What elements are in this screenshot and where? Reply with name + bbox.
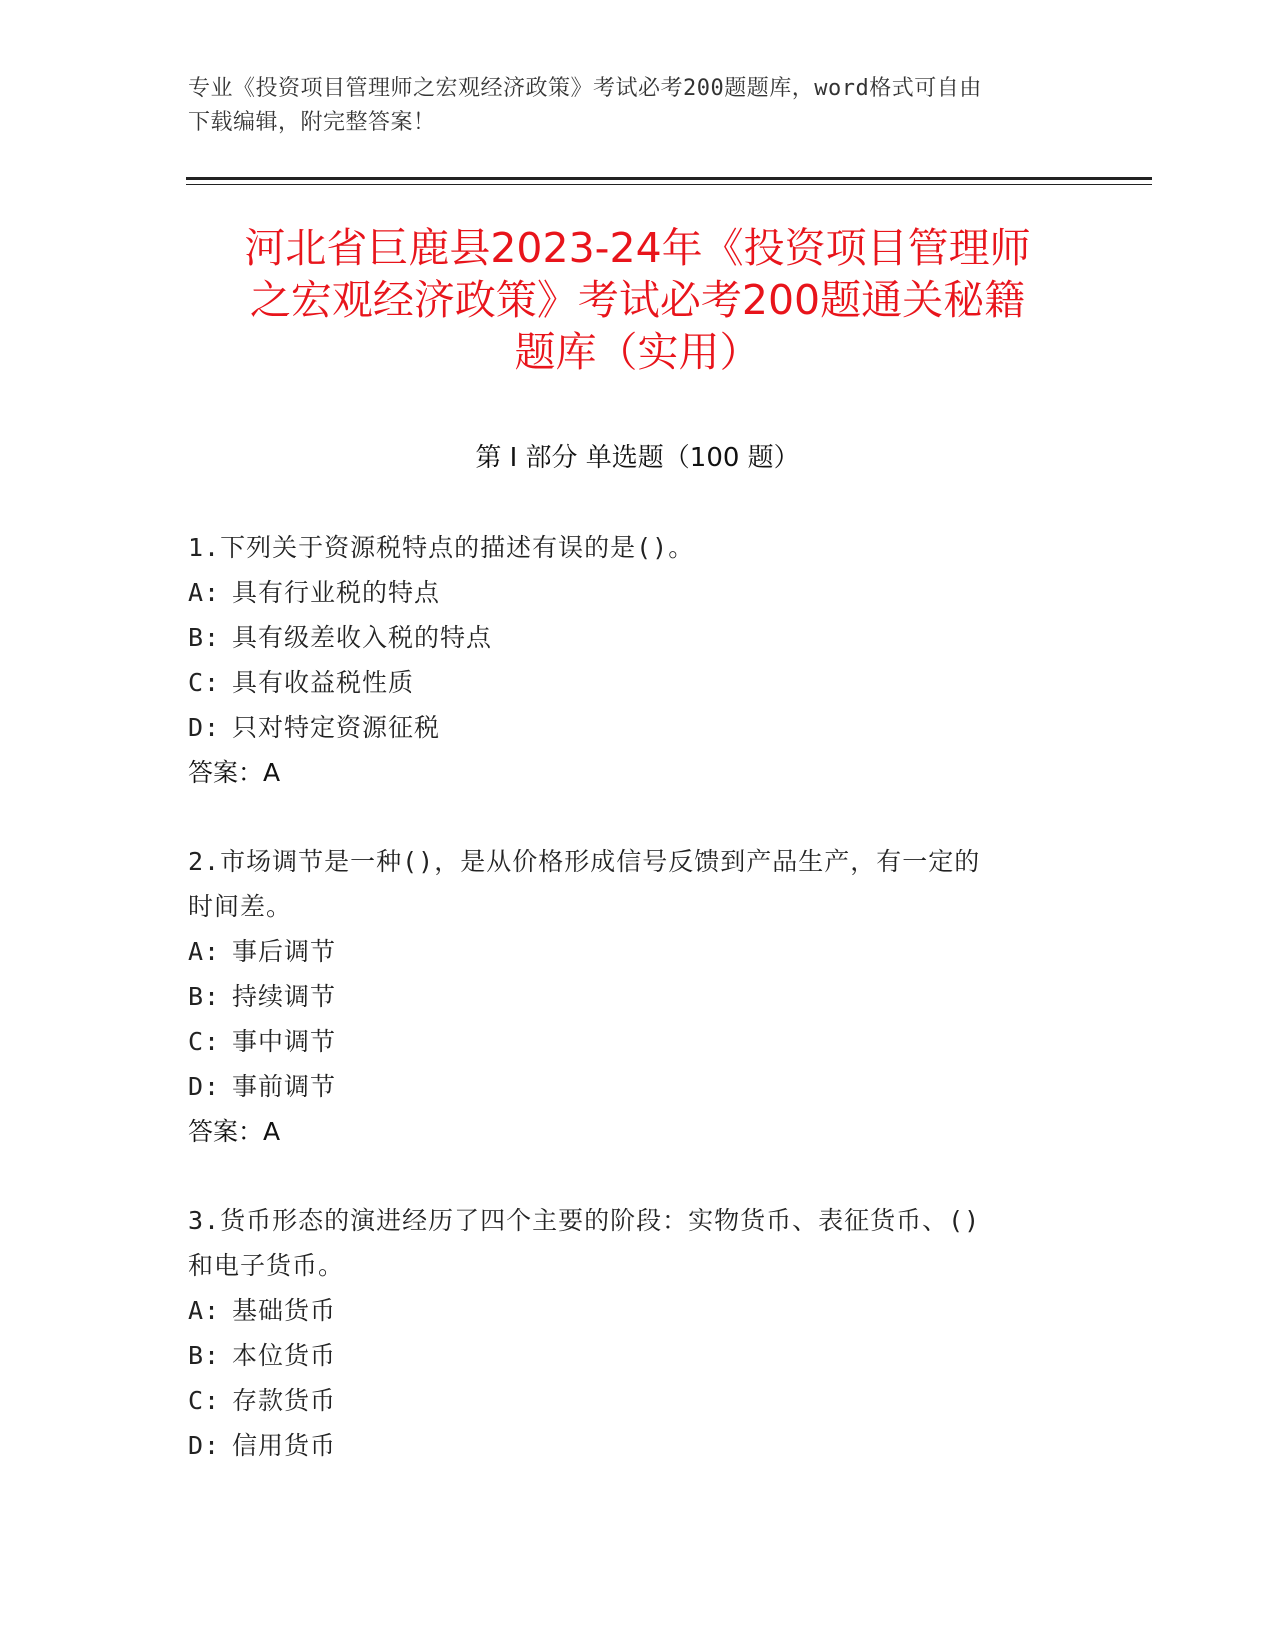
option-a	[188, 570, 1068, 615]
option-key: D:	[188, 713, 221, 742]
question-stem-line: 3.货币形态的演进经历了四个主要的阶段：实物货币、表征货币、()	[188, 1206, 981, 1235]
question-stem-line: 1.下列关于资源税特点的描述有误的是()。	[188, 533, 695, 562]
option-text: 具有收益税性质	[232, 668, 415, 697]
document-title	[190, 222, 1085, 378]
option-c	[188, 1378, 1068, 1423]
option-key: C:	[188, 1027, 221, 1056]
option-key: A:	[188, 1296, 221, 1325]
question-stem-line: 和电子货币。	[188, 1251, 345, 1280]
option-key: B:	[188, 982, 221, 1011]
question-1	[188, 525, 1068, 795]
option-key: B:	[188, 1341, 221, 1370]
option-text: 持续调节	[232, 982, 337, 1011]
option-a	[188, 1288, 1068, 1333]
option-d	[188, 705, 1068, 750]
option-key: A:	[188, 578, 221, 607]
option-text: 本位货币	[232, 1341, 337, 1370]
option-text: 只对特定资源征税	[232, 713, 441, 742]
question-stem	[188, 839, 1068, 929]
option-text: 存款货币	[232, 1386, 337, 1415]
option-key: D:	[188, 1431, 221, 1460]
document-title-line-1: 河北省巨鹿县2023-24年《投资项目管理师	[244, 224, 1031, 272]
header-divider-thick	[186, 177, 1152, 180]
question-stem-line: 时间差。	[188, 892, 293, 921]
section-title: 第 I 部分 单选题（100 题）	[475, 443, 800, 473]
option-c	[188, 1019, 1068, 1064]
header-divider-thin	[186, 184, 1152, 185]
option-key: A:	[188, 937, 221, 966]
answer-line: 答案：A	[188, 758, 281, 787]
answer-line: 答案：A	[188, 1117, 281, 1146]
question-stem	[188, 1198, 1068, 1288]
header-note-line-2: 下载编辑，附完整答案！	[188, 110, 436, 135]
header-note	[188, 72, 1088, 140]
option-key: C:	[188, 668, 221, 697]
option-c	[188, 660, 1068, 705]
option-text: 事中调节	[232, 1027, 337, 1056]
option-key: C:	[188, 1386, 221, 1415]
option-text: 具有级差收入税的特点	[232, 623, 493, 652]
option-key: B:	[188, 623, 221, 652]
document-title-line-3: 题库（实用）	[514, 328, 761, 376]
question-3	[188, 1198, 1068, 1468]
option-text: 事后调节	[232, 937, 337, 966]
option-b	[188, 1333, 1068, 1378]
option-text: 具有行业税的特点	[232, 578, 441, 607]
option-key: D:	[188, 1072, 221, 1101]
option-d	[188, 1423, 1068, 1468]
question-stem-line: 2.市场调节是一种()，是从价格形成信号反馈到产品生产，有一定的	[188, 847, 981, 876]
question-2	[188, 839, 1068, 1154]
header-note-line-1: 专业《投资项目管理师之宏观经济政策》考试必考200题题库，word格式可自由	[188, 76, 982, 101]
option-text: 信用货币	[232, 1431, 337, 1460]
option-b	[188, 974, 1068, 1019]
option-text: 基础货币	[232, 1296, 337, 1325]
option-text: 事前调节	[232, 1072, 337, 1101]
question-list	[188, 525, 1068, 1512]
option-a	[188, 929, 1068, 974]
option-d	[188, 1064, 1068, 1109]
question-stem	[188, 525, 1068, 570]
option-b	[188, 615, 1068, 660]
document-title-line-2: 之宏观经济政策》考试必考200题通关秘籍	[249, 276, 1026, 324]
